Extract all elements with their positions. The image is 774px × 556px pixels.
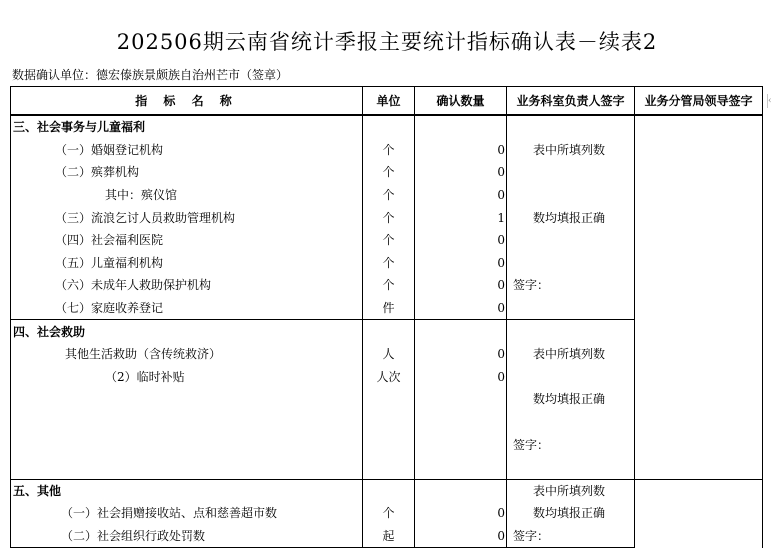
- section-title: 五、其他: [11, 479, 363, 502]
- section-title: 三、社会事务与儿童福利: [11, 115, 363, 139]
- indicator-name: （一）婚姻登记机构: [11, 139, 363, 162]
- indicator-qty: 0: [415, 297, 507, 320]
- section-header: [11, 115, 763, 139]
- indicator-unit: 个: [363, 161, 415, 184]
- indicator-qty: 0: [415, 274, 507, 297]
- leader-sign-cell[interactable]: [635, 479, 763, 548]
- sign-label[interactable]: 签字：: [507, 525, 635, 548]
- indicator-unit: 个: [363, 502, 415, 525]
- indicator-name: （五）儿童福利机构: [11, 252, 363, 275]
- leader-sign-cell[interactable]: [635, 320, 763, 479]
- confirm-note: 表中所填列数: [507, 139, 635, 162]
- confirm-note: 表中所填列数: [507, 479, 635, 502]
- indicator-unit: 个: [363, 206, 415, 229]
- indicator-qty: 0: [415, 161, 507, 184]
- indicator-qty: 0: [415, 525, 507, 548]
- indicator-unit: 人: [363, 343, 415, 366]
- indicator-name: （三）流浪乞讨人员救助管理机构: [11, 206, 363, 229]
- indicator-name: （2）临时补贴: [11, 366, 363, 389]
- confirm-note: 数均填报正确: [507, 388, 635, 411]
- indicator-unit: 个: [363, 184, 415, 207]
- indicator-name: （七）家庭收养登记: [11, 297, 363, 320]
- confirm-note: 数均填报正确: [507, 502, 635, 525]
- confirm-note: 表中所填列数: [507, 343, 635, 366]
- sign-label[interactable]: 签字：: [507, 433, 635, 456]
- header-qty: 确认数量: [415, 87, 507, 116]
- indicator-unit: 个: [363, 252, 415, 275]
- indicator-name: 其他生活救助（含传统救济）: [11, 343, 363, 366]
- indicator-unit: 个: [363, 229, 415, 252]
- indicator-name: （二）殡葬机构: [11, 161, 363, 184]
- indicator-name: （四）社会福利医院: [11, 229, 363, 252]
- indicator-unit: 个: [363, 274, 415, 297]
- header-lead: 业务分管局领导签字: [635, 87, 763, 116]
- header-row: [11, 87, 763, 116]
- indicator-qty: 0: [415, 139, 507, 162]
- indicator-qty: 0: [415, 252, 507, 275]
- indicator-qty: 1: [415, 206, 507, 229]
- indicator-qty: 0: [415, 502, 507, 525]
- section-header: [11, 479, 763, 502]
- header-name: 指 标 名 称: [11, 87, 363, 116]
- confirming-unit: 数据确认单位：德宏傣族景颇族自治州芒市（签章）: [12, 68, 289, 82]
- indicator-qty: 0: [415, 229, 507, 252]
- header-sign: 业务科室负责人签字: [507, 87, 635, 116]
- page-title: 202506期云南省统计季报主要统计指标确认表－续表2: [116, 30, 658, 54]
- statistics-table: [10, 86, 763, 548]
- indicator-unit: 件: [363, 297, 415, 320]
- section-header: [11, 320, 763, 343]
- indicator-qty: 0: [415, 366, 507, 389]
- confirm-note: 数均填报正确: [507, 206, 635, 229]
- indicator-unit: 起: [363, 525, 415, 548]
- scroll-right-icon[interactable]: ‹: [767, 94, 774, 108]
- indicator-name: （一）社会捐赠接收站、点和慈善超市数: [11, 502, 363, 525]
- indicator-qty: 0: [415, 184, 507, 207]
- sign-label[interactable]: 签字：: [507, 274, 635, 297]
- header-unit: 单位: [363, 87, 415, 116]
- indicator-name: 其中：殡仪馆: [11, 184, 363, 207]
- indicator-name: （二）社会组织行政处罚数: [11, 525, 363, 548]
- indicator-name: （六）未成年人救助保护机构: [11, 274, 363, 297]
- leader-sign-cell[interactable]: [635, 115, 763, 320]
- indicator-unit: 个: [363, 139, 415, 162]
- indicator-unit: 人次: [363, 366, 415, 389]
- section-title: 四、社会救助: [11, 320, 363, 343]
- indicator-qty: 0: [415, 343, 507, 366]
